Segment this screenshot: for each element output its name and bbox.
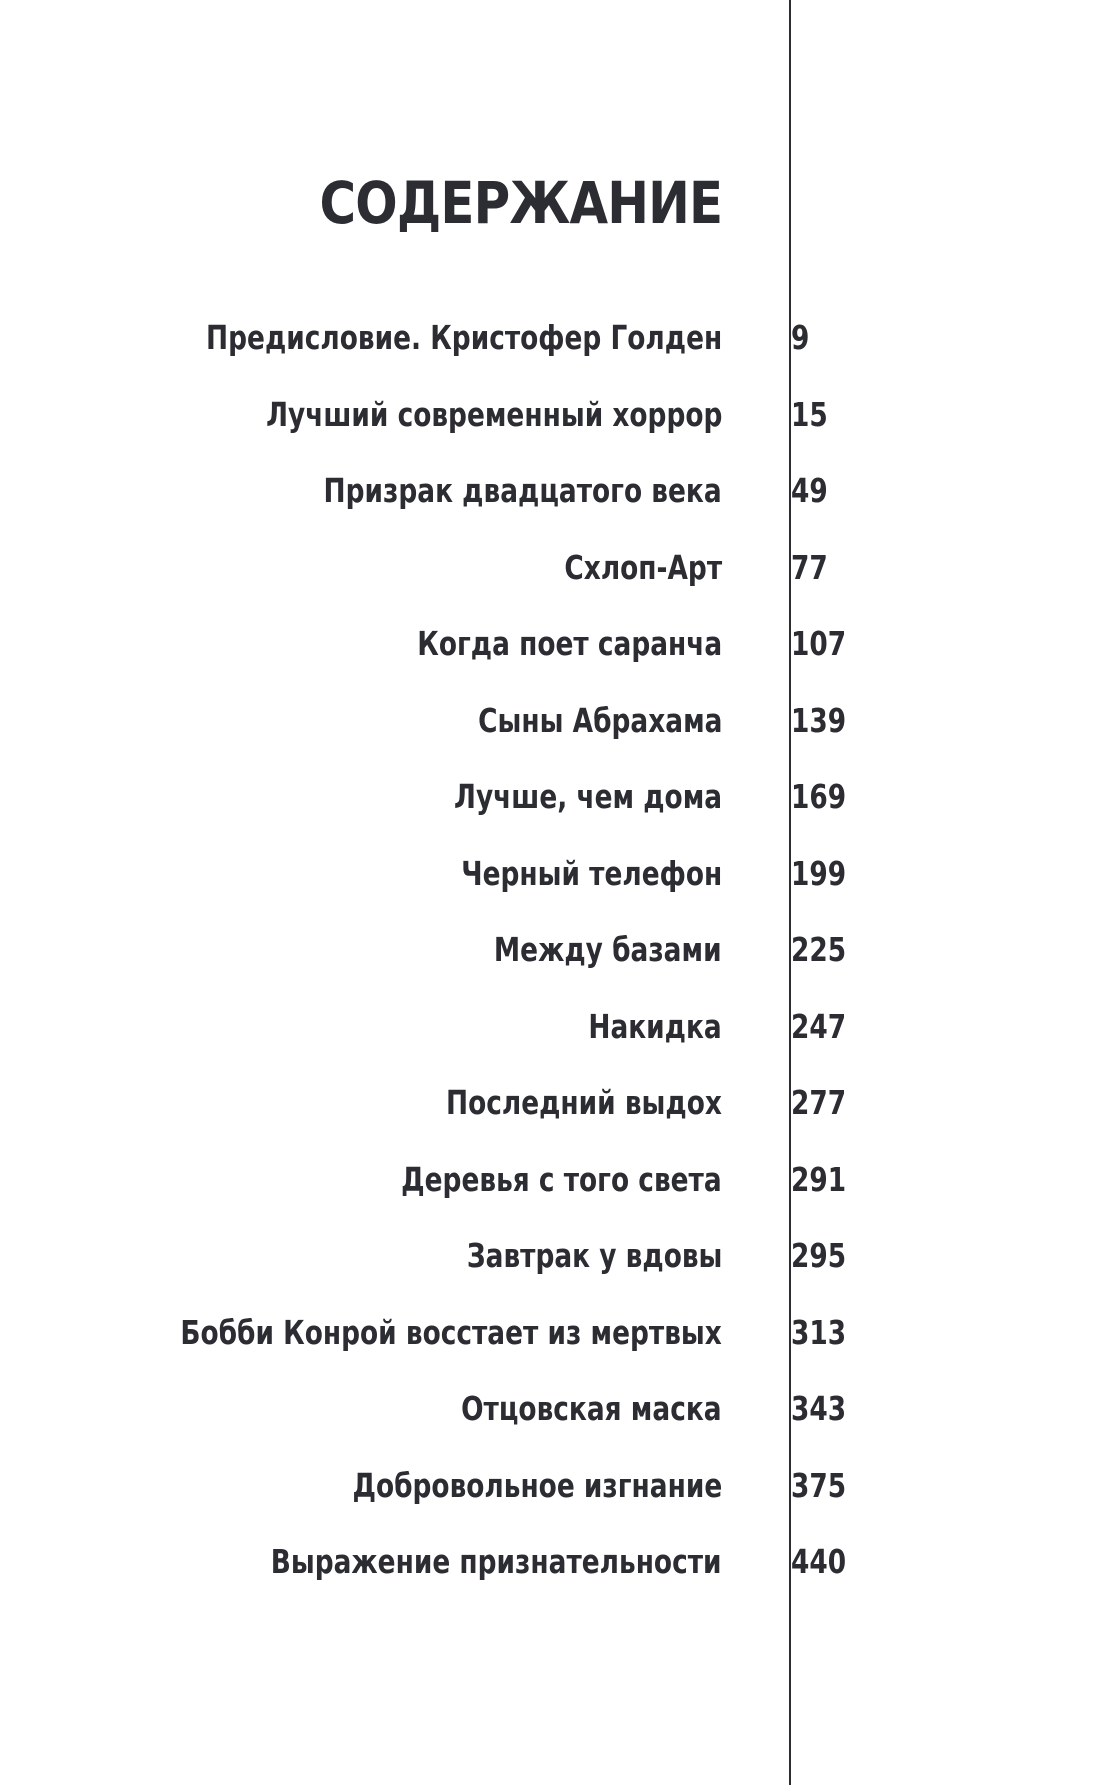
toc-entry-page: 291 xyxy=(791,1159,847,1199)
toc-entry[interactable] xyxy=(0,922,1105,999)
toc-entry-page: 225 xyxy=(791,930,847,969)
toc-entry[interactable] xyxy=(0,387,1105,464)
toc-entry-page: 169 xyxy=(791,777,847,816)
toc-entry-title: Накидка xyxy=(588,1006,722,1046)
toc-entry-page: 107 xyxy=(791,624,847,663)
table-of-contents xyxy=(0,310,1105,1611)
toc-entry[interactable] xyxy=(0,1152,1105,1229)
toc-entry-page: 313 xyxy=(791,1312,847,1352)
toc-entry[interactable] xyxy=(0,1305,1105,1382)
toc-entry-title: Лучше, чем дома xyxy=(453,777,722,816)
toc-entry-title: Отцовская маска xyxy=(461,1389,722,1428)
toc-entry[interactable] xyxy=(0,1228,1105,1305)
toc-entry[interactable] xyxy=(0,1534,1105,1611)
toc-entry-title: Добровольное изгнание xyxy=(352,1465,722,1505)
toc-entry-title: Схлоп-Арт xyxy=(564,547,722,587)
toc-entry-title: Последний выдох xyxy=(446,1083,722,1122)
toc-entry-page: 9 xyxy=(791,318,810,357)
toc-entry[interactable] xyxy=(0,846,1105,923)
page-title: СОДЕРЖАНИЕ xyxy=(319,169,722,237)
toc-entry-page: 199 xyxy=(791,853,847,893)
toc-entry-title: Сыны Абрахама xyxy=(477,700,722,740)
toc-entry-title: Деревья с того света xyxy=(401,1159,722,1199)
toc-entry-title: Предисловие. Кристофер Голден xyxy=(205,318,722,357)
toc-entry[interactable] xyxy=(0,1381,1105,1458)
toc-entry-title: Призрак двадцатого века xyxy=(323,471,722,510)
toc-entry-page: 139 xyxy=(791,700,847,740)
toc-entry[interactable] xyxy=(0,999,1105,1076)
toc-entry-page: 375 xyxy=(791,1465,847,1505)
toc-entry-title: Между базами xyxy=(494,930,722,969)
toc-entry[interactable] xyxy=(0,1458,1105,1535)
toc-entry[interactable] xyxy=(0,769,1105,846)
toc-entry[interactable] xyxy=(0,463,1105,540)
toc-entry[interactable] xyxy=(0,1075,1105,1152)
toc-entry-title: Черный телефон xyxy=(461,853,722,893)
toc-entry-page: 247 xyxy=(791,1006,847,1046)
toc-entry-title: Лучший современный хоррор xyxy=(265,394,722,434)
toc-entry[interactable] xyxy=(0,540,1105,617)
toc-entry-title: Выражение признательности xyxy=(271,1542,722,1581)
toc-entry[interactable] xyxy=(0,616,1105,693)
toc-entry-page: 277 xyxy=(791,1083,847,1122)
toc-entry[interactable] xyxy=(0,693,1105,770)
toc-entry-page: 440 xyxy=(791,1542,847,1581)
toc-entry-title: Бобби Конрой восстает из мертвых xyxy=(180,1312,722,1352)
toc-entry-title: Завтрак у вдовы xyxy=(466,1236,722,1275)
toc-entry-page: 77 xyxy=(791,547,828,587)
toc-entry[interactable] xyxy=(0,310,1105,387)
toc-entry-page: 343 xyxy=(791,1389,847,1428)
toc-entry-title: Когда поет саранча xyxy=(417,624,722,663)
toc-entry-page: 295 xyxy=(791,1236,847,1275)
toc-entry-page: 15 xyxy=(791,394,828,434)
toc-entry-page: 49 xyxy=(791,471,828,510)
